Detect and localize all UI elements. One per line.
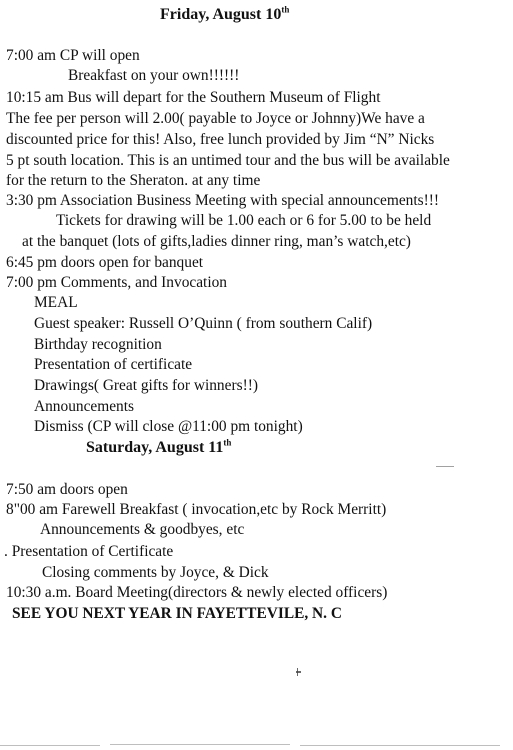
schedule-line: 5 pt south location. This is an untimed tour and the bus will be available — [6, 152, 450, 169]
scan-edge-line — [0, 745, 100, 746]
friday-heading: Friday, August 10th — [160, 4, 290, 23]
scan-edge-line — [300, 745, 500, 746]
scan-edge-line — [110, 744, 290, 745]
schedule-line: 7:00 pm Comments, and Invocation — [6, 274, 227, 291]
schedule-line: 10:30 a.m. Board Meeting(directors & newly elected officers) — [6, 584, 388, 601]
schedule-line: 10:15 am Bus will depart for the Southern Museum of Flight — [6, 89, 381, 106]
schedule-line: Closing comments by Joyce, & Dick — [42, 564, 269, 581]
schedule-line: . Presentation of Certificate — [4, 543, 174, 560]
schedule-line: Announcements — [34, 398, 135, 415]
schedule-line: MEAL — [34, 294, 78, 311]
schedule-line: Tickets for drawing will be 1.00 each or 6 for 5.00 to be held — [56, 212, 432, 229]
scan-artifact — [297, 668, 298, 676]
schedule-line: Announcements & goodbyes, etc — [40, 521, 245, 538]
schedule-line: 7:50 am doors open — [6, 481, 128, 498]
schedule-line: Birthday recognition — [34, 336, 162, 353]
schedule-line: 7:00 am CP will open — [6, 47, 140, 64]
schedule-line: Breakfast on your own!!!!!! — [68, 67, 240, 84]
schedule-line: Dismiss (CP will close @11:00 pm tonight) — [34, 418, 303, 435]
scan-artifact — [436, 466, 454, 467]
schedule-line: Drawings( Great gifts for winners!!) — [34, 377, 258, 394]
schedule-line: 8"00 am Farewell Breakfast ( invocation,etc by Rock Merritt) — [6, 501, 387, 518]
schedule-line: for the return to the Sheraton. at any time — [6, 172, 261, 189]
schedule-line: 3:30 pm Association Business Meeting with special announcements!!! — [6, 192, 440, 209]
schedule-line: at the banquet (lots of gifts,ladies dinner ring, man’s watch,etc) — [22, 233, 411, 250]
schedule-line: Presentation of certificate — [34, 356, 193, 373]
schedule-line: 6:45 pm doors open for banquet — [6, 254, 204, 271]
schedule-line: The fee per person will 2.00( payable to Joyce or Johnny)We have a — [6, 110, 425, 127]
closing-line: SEE YOU NEXT YEAR IN FAYETTEVILE, N. C — [12, 605, 342, 622]
schedule-line: Guest speaker: Russell O’Quinn ( from southern Calif) — [34, 315, 373, 332]
schedule-line: discounted price for this! Also, free lunch provided by Jim “N” Nicks — [6, 131, 435, 148]
saturday-heading: Saturday, August 11th — [86, 437, 232, 456]
